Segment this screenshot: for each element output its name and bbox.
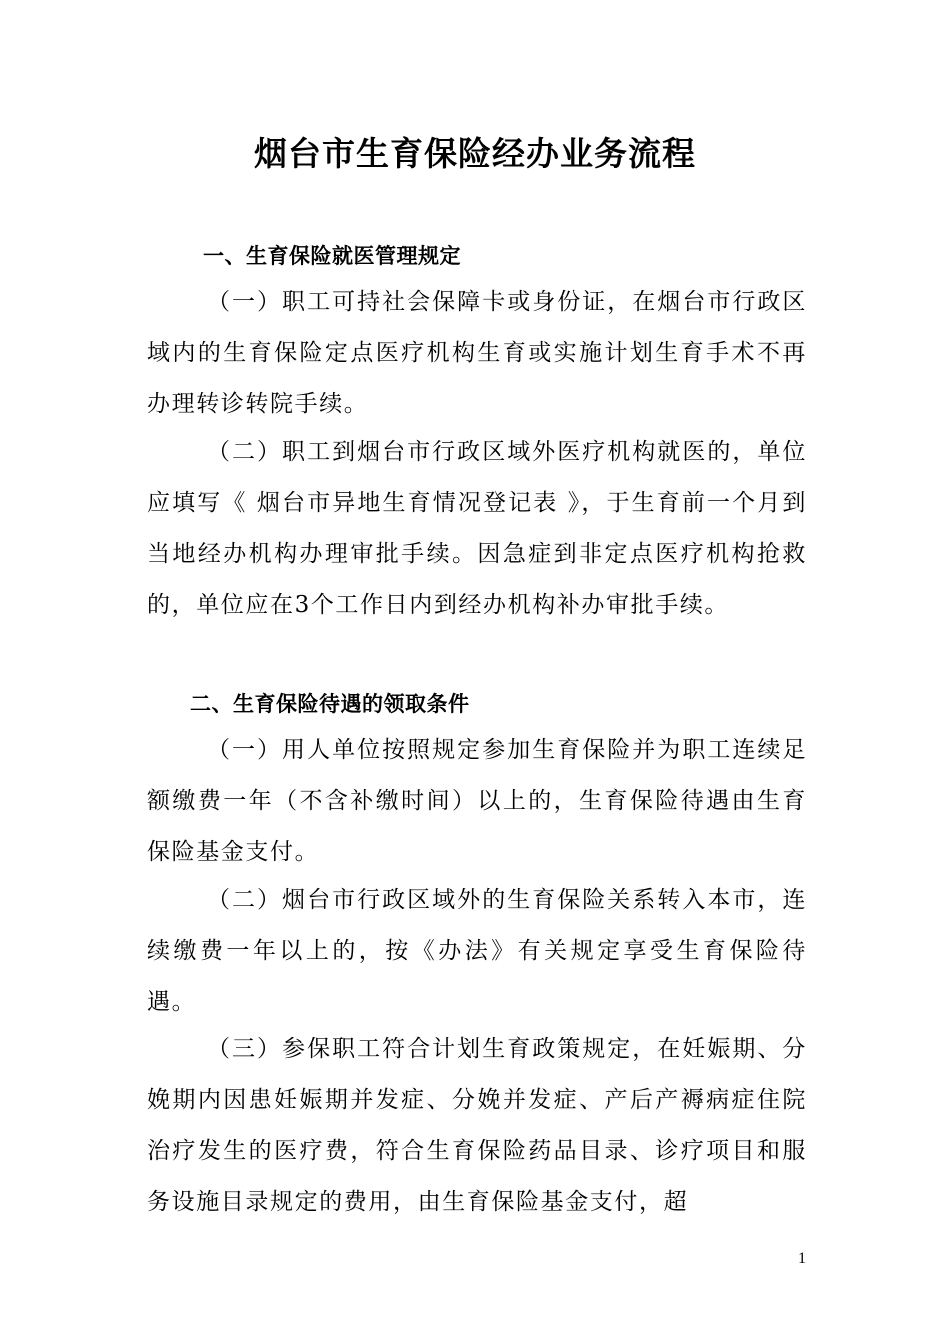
section-heading-1: 一、生育保险就医管理规定 bbox=[203, 244, 461, 268]
document-title: 烟台市生育保险经办业务流程 bbox=[254, 134, 696, 173]
section-heading-2: 二、生育保险待遇的领取条件 bbox=[190, 692, 470, 716]
paragraph-1-2: （二）职工到烟台市行政区域外医疗机构就医的，单位应填写《 烟台市异地生育情况登记表 》，于生育前一个月到当地经办机构办理审批手续。因急症到非定点医疗机构抢救的，单位应在3个工作日内到经办机构补办审批手续。 bbox=[147, 439, 807, 618]
paragraph-2-1: （一）用人单位按照规定参加生育保险并为职工连续足额缴费一年（不含补缴时间）以上的，生育保险待遇由生育保险基金支付。 bbox=[147, 737, 807, 865]
page-number: 1 bbox=[798, 1250, 806, 1267]
paragraph-2-3: （三）参保职工符合计划生育政策规定，在妊娠期、分娩期内因患妊娠期并发症、分娩并发症、产后产褥病症住院治疗发生的医疗费，符合生育保险药品目录、诊疗项目和服务设施目录规定的费用，由生育保险基金支付，超 bbox=[147, 1036, 807, 1215]
paragraph-2-2: （二）烟台市行政区域外的生育保险关系转入本市，连续缴费一年以上的，按《办法》有关规定享受生育保险待遇。 bbox=[147, 887, 807, 1015]
paragraph-1-1: （一）职工可持社会保障卡或身份证，在烟台市行政区域内的生育保险定点医疗机构生育或实施计划生育手术不再办理转诊转院手续。 bbox=[147, 289, 807, 417]
